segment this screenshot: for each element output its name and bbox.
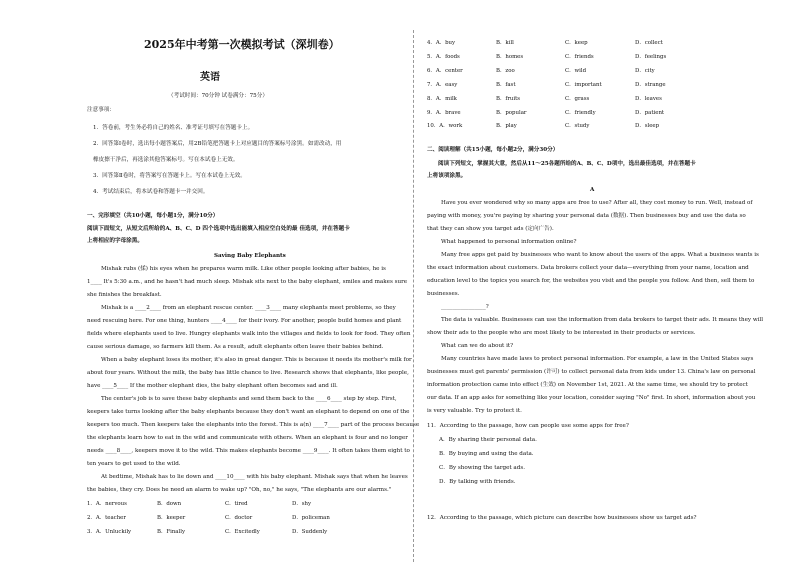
passage-line: Many free apps get paid by businesses who want to know about the users of the apps. What a business wants is [441,252,759,258]
passage-line: have ____5____ If the mother elephant dies, the baby elephant often becomes sad and ill. [87,383,338,389]
section2-instructions: 上将该项涂黑。 [427,173,467,179]
passage-line: What happened to personal information online? [441,239,577,245]
option-a: 1．A．nervous [87,501,127,507]
q11-option-d: D．By talking with friends. [439,479,516,485]
passage-line: information protection came into effect (生效) on November 1st, 2021. At the same time, we should try to protect [427,382,748,388]
option-d: D．leaves [635,96,662,102]
passage-line: ten years to get used to the wild. [87,461,181,467]
q11-option-b: B．By buying and using the data. [439,451,534,457]
option-b: B．fruits [496,96,521,102]
passage-line: Mishak is a ____2____ from an elephant rescue center. ____3____ many elephants meet problems, so they [101,305,396,311]
passage-line: 1____ It's 5:30 a.m., and he hasn't had much sleep. Mishak sits next to the baby elephant, smiles and makes sure [87,279,408,285]
note-item: 4．考试结束后，将本试卷和答题卡一并交回。 [93,189,209,195]
option-c: C．tired [225,501,248,507]
option-a: 8．A．milk [427,96,457,102]
exam-subject: 英语 [200,72,220,83]
option-a: 9．A．brave [427,110,461,116]
option-b: B．keeper [157,515,186,521]
section1-instructions: 阅读下面短文，从短文后所给的A、B、C、D 四个选项中选出能填入相应空白处的最 佳选项，并在答题卡 [87,226,350,232]
option-c: C．friendly [565,110,596,116]
option-b: B．down [157,501,182,507]
passage-line: ________________? [441,304,489,310]
passage-line: The data is valuable. Businesses can use the information from data brokers to target their ads. It means they will [441,317,763,323]
passage-line: that they can show you target ads (定向广告). [427,226,554,232]
option-b: B．zoo [496,68,515,74]
option-b: B．homes [496,54,524,60]
note-item: 1．答卷前，考生务必将自己的姓名、准考证号填写在答题卡上。 [93,125,254,131]
option-b: B．Finally [157,529,185,535]
q11-option-a: A．By sharing their personal data. [439,437,537,443]
option-b: B．fast [496,82,516,88]
passage-line: is very valuable. Try to protect it. [427,408,522,414]
section2-heading: 二、阅读理解（共15小题，每小题2分，满分30分） [427,147,559,153]
passage-line: When a baby elephant loses its mother, it's also in great danger. This is because it needs its mother's milk for [101,357,412,363]
passage-title: Saving Baby Elephants [214,253,286,259]
option-a: 5．A．foods [427,54,460,60]
option-d: D．patient [635,110,665,116]
option-a: 3．A．Unluckily [87,529,132,535]
option-a: 4．A．buy [427,40,456,46]
option-b: B．play [496,123,517,129]
passage-line: Many countries have made laws to protect personal information. For example, a law in the United States says [441,356,754,362]
passage-line: businesses must get parents' permission (许可) to collect personal data from kids under 13. China's law on personal [427,369,756,375]
option-d: D．strange [635,82,666,88]
option-a: 2．A．teacher [87,515,126,521]
passage-line: keepers too much. Then keepers take the elephants into the forest. This is a(n) ____7____ part of the process because [87,422,420,428]
right-column [420,0,794,562]
section1-heading: 一、完形填空（共10小题，每小题1分，满分10分） [87,213,219,219]
option-c: C．study [565,123,590,129]
question-12: 12．According to the passage, which picture can describe how businesses show us target ads? [427,515,697,521]
notes-heading: 注意事项： [87,107,115,113]
option-c: C．doctor [225,515,253,521]
note-item: 橡皮擦干净后，再选涂其他答案标号。写在本试卷上无效。 [93,157,239,163]
passage-line: the exact information about customers. Data brokers collect your data—everything from your name, location and [427,265,749,271]
option-b: B．popular [496,110,527,116]
option-d: D．policeman [292,515,330,521]
option-c: C．Excitedly [225,529,260,535]
passage-line: Have you ever wondered why so many apps are free to use? After all, they cost money to run. Well, instead of [441,200,753,206]
option-c: C．grass [565,96,590,102]
passage-line: The center's job is to save these baby elephants and send them back to the ____6____ step by step. First, [101,396,397,402]
passage-line: need rescuing here. For one thing, hunters ____4____ for their ivory. For another, people build homes and plant [87,318,402,324]
passage-line: At bedtime, Mishak has to lie down and ____10____ with his baby elephant. Mishak says that when he leaves [101,474,408,480]
passage-line: show their ads to the people who are most likely to be interested in their products or services. [427,330,696,336]
section1-instructions: 上将相应的字母涂黑。 [87,238,143,244]
passage-line: our data. If an app asks for something like your location, consider saying "No" first. In short, information about you [427,395,756,401]
exam-title: 2025年中考第一次模拟考试（深圳卷） [144,38,340,51]
passage-label: A [590,187,595,193]
option-c: C．wild [565,68,587,74]
option-d: D．collect [635,40,663,46]
note-item: 3．回答第Ⅱ卷时，将答案写在答题卡上。写在本试卷上无效。 [93,173,246,179]
passage-line: the babies, they cry. Does he need an alarm to wake up? "Oh, no," he says, "The elephants are our alarms." [87,487,392,493]
question-11: 11．According to the passage, how can people use some apps for free? [427,423,629,429]
passage-line: needs ____8____, keepers move it to the wild. This makes elephants become ____9____. It often takes them eight to [87,448,410,454]
option-a: 7．A．easy [427,82,458,88]
exam-info: （考试时间：70分钟 试卷满分：75分） [168,93,268,99]
note-item: 2．回答第Ⅰ卷时，选出每小题答案后，用2B铅笔把答题卡上对应题目的答案标号涂黑。如需改动，用 [93,141,342,147]
option-c: C．keep [565,40,588,46]
option-d: D．sleep [635,123,660,129]
option-d: D．shy [292,501,311,507]
passage-line: keepers take turns looking after the baby elephants because they don't want an elephant to depend on one of the [87,409,410,415]
option-d: D．feelings [635,54,667,60]
passage-line: businesses. [427,291,460,297]
passage-line: cause serious damage, so farmers kill them. As a result, adult elephants often leave their babies behind. [87,344,384,350]
q11-option-c: C．By showing the target ads. [439,465,525,471]
passage-line: paying with money, you're paying by sharing your personal data (数据). Then businesses buy and use the data so [427,213,746,219]
passage-line: What can we do about it? [441,343,514,349]
passage-line: about four years. Without the milk, the baby has little chance to live. Research shows that elephants, like people, [87,370,409,376]
passage-line: the elephants learn how to eat in the wild and communicate with others. When an elephant is four and no longer [87,435,408,441]
passage-line: fields where elephants used to live. Hungry elephants walk into the villages and fields to look for food. They often [87,331,411,337]
option-d: D．Suddenly [292,529,328,535]
passage-line: Mishak rubs (揉) his eyes when he prepares warm milk. Like other people looking after babies, he is [101,266,386,272]
option-c: C．important [565,82,602,88]
option-d: D．city [635,68,655,74]
option-a: 6．A．center [427,68,463,74]
option-c: C．friends [565,54,594,60]
option-a: 10．A．work [427,123,463,129]
passage-line: education level to the topics you search for, the websites you visit and the people you follow. And then, sell them to [427,278,755,284]
option-b: B．kill [496,40,514,46]
section2-instructions: 阅读下列短文，掌握其大意，然后从11～25各题所给的A、B、C、D项中，选出最佳选项，并在答题卡 [438,161,696,167]
passage-line: she finishes the breakfast. [87,292,162,298]
